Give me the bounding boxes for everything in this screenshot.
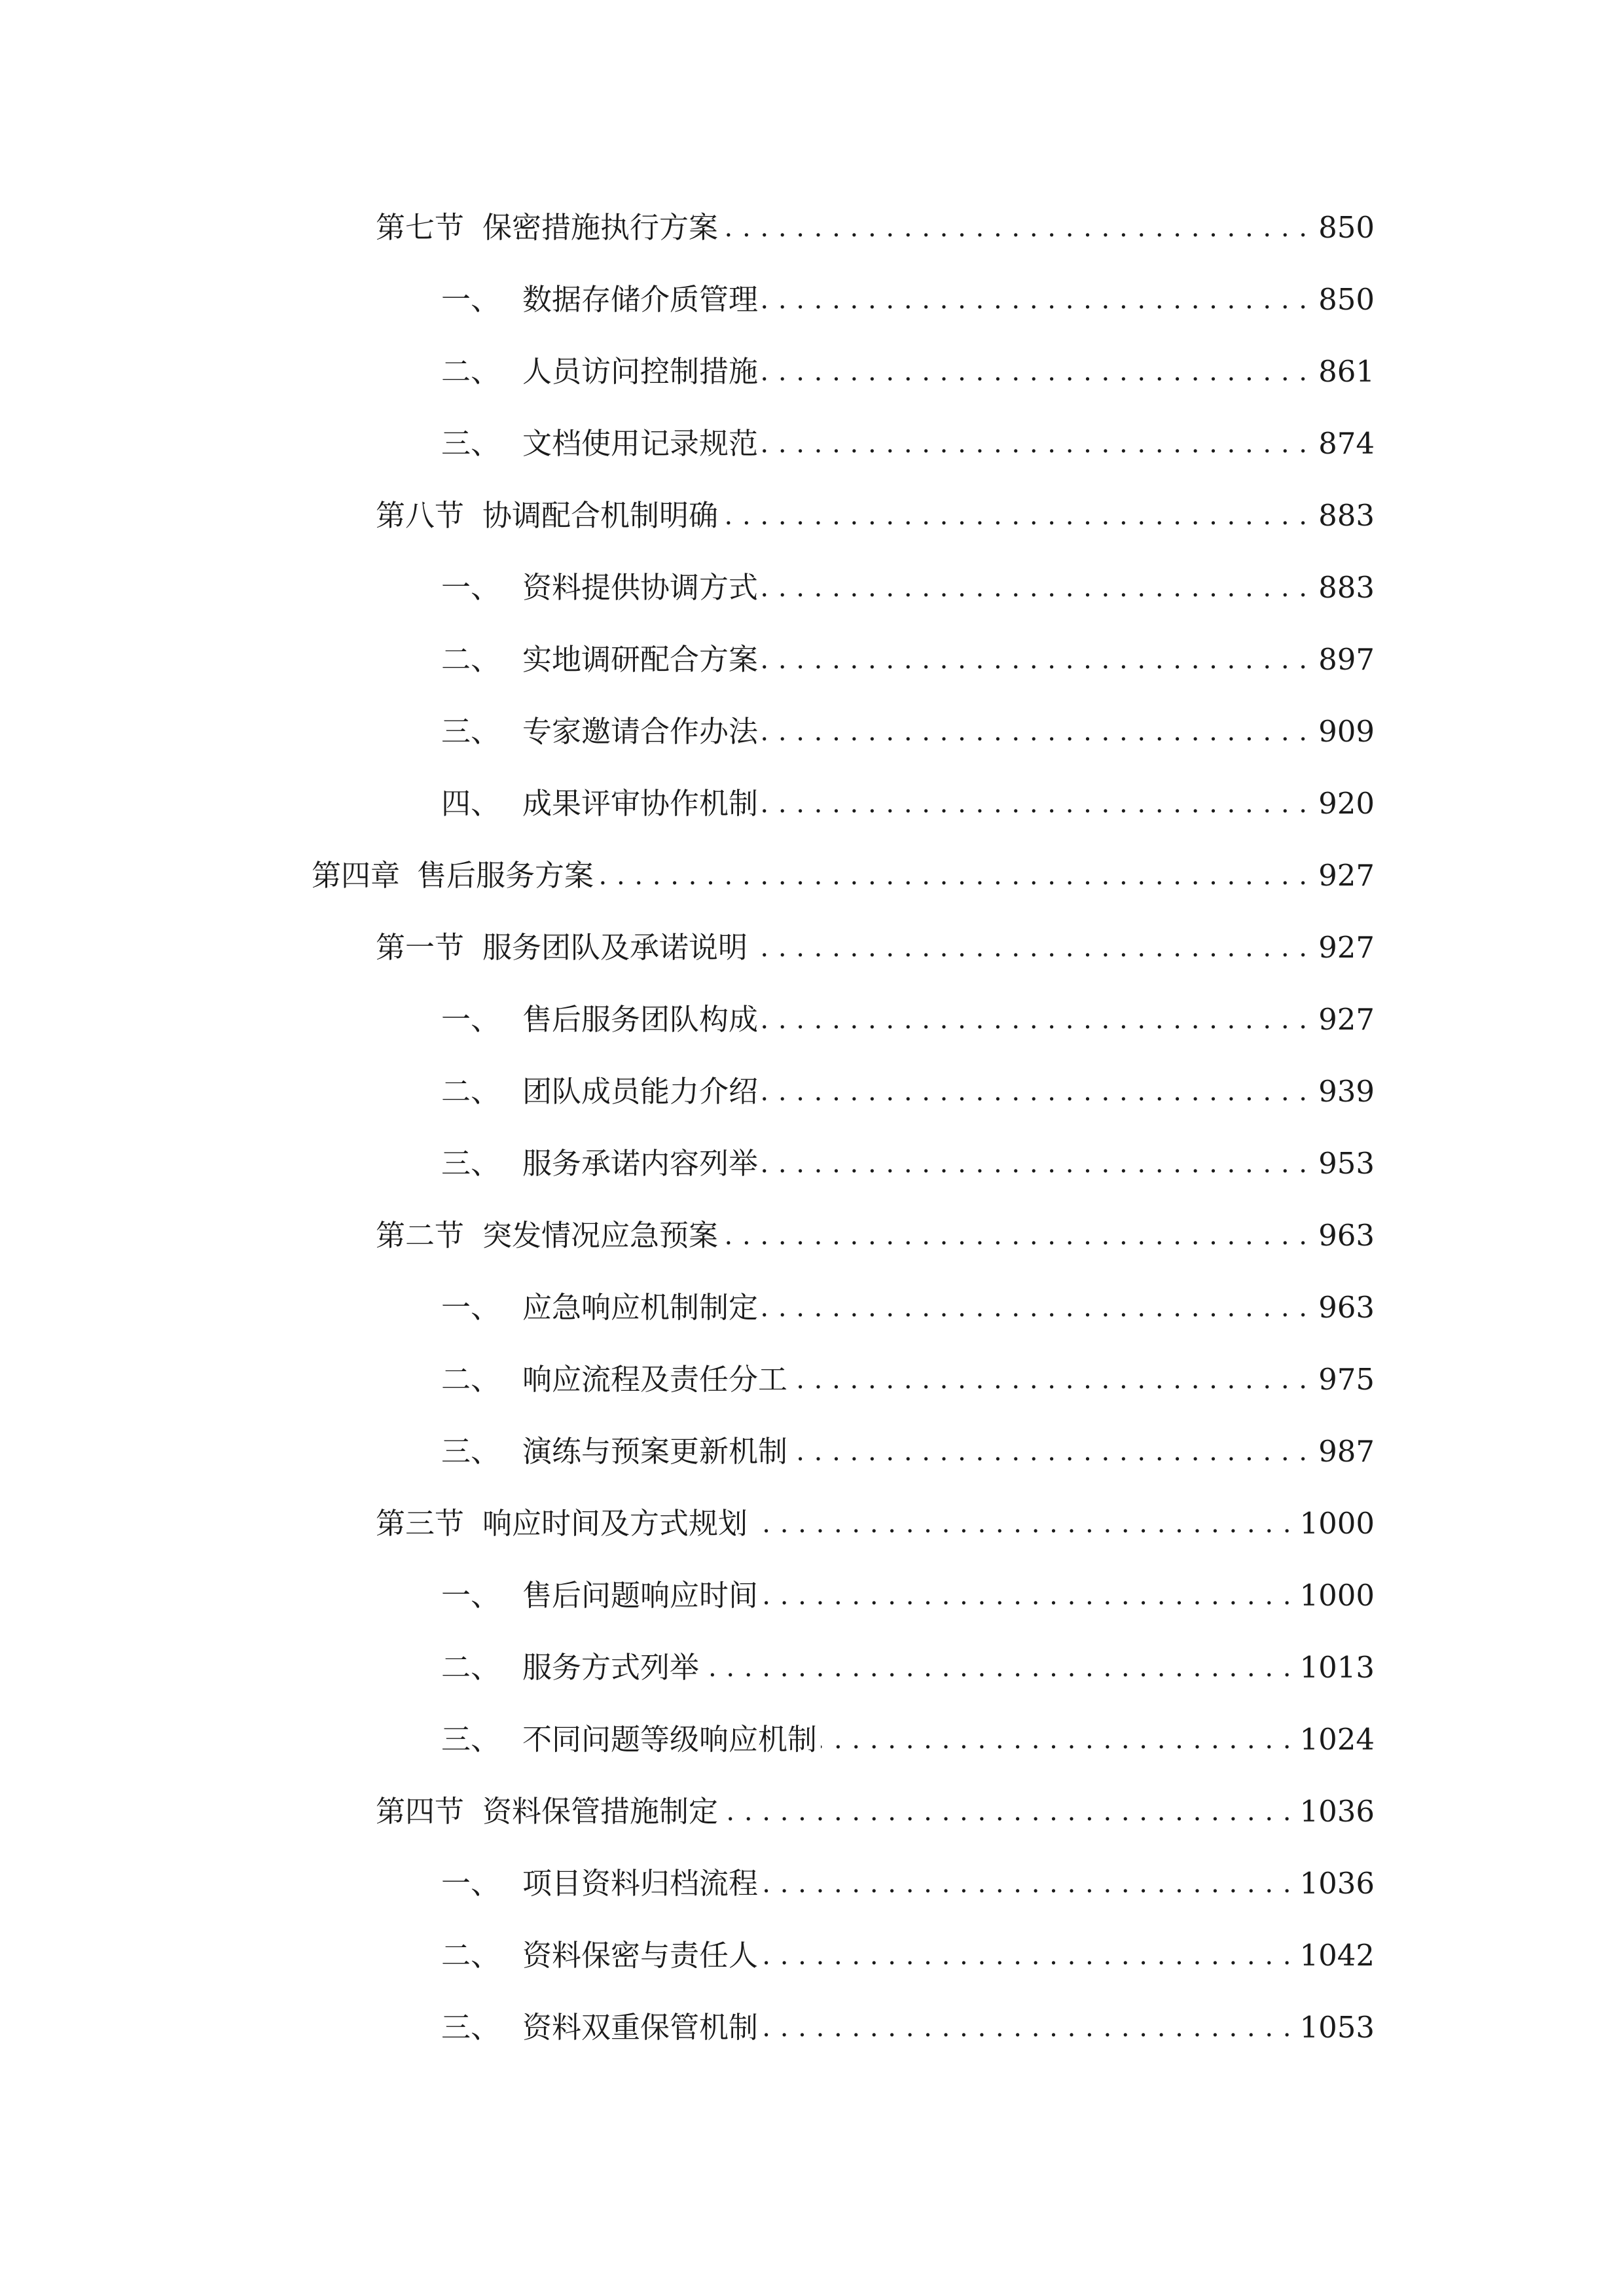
toc-entry-title: 服务团队及承诺说明 bbox=[482, 930, 748, 965]
dot-leader bbox=[751, 922, 1308, 974]
dot-leader bbox=[762, 1929, 1291, 1982]
toc-entry-title: 文档使用记录规范 bbox=[522, 426, 759, 461]
toc-entry-title: 响应时间及方式规划 bbox=[482, 1506, 748, 1541]
toc-entry-page: 1000 bbox=[1299, 1578, 1375, 1613]
toc-entry-number: 二、 bbox=[441, 1938, 501, 1973]
toc-entry-item[interactable] bbox=[441, 1282, 1375, 1334]
dot-leader bbox=[762, 994, 1308, 1046]
toc-entry-title: 团队成员能力介绍 bbox=[522, 1074, 759, 1109]
dot-leader bbox=[762, 778, 1308, 830]
dot-leader bbox=[722, 1210, 1308, 1262]
toc-entry-item[interactable] bbox=[441, 346, 1375, 398]
dot-leader bbox=[762, 418, 1308, 470]
dot-leader bbox=[722, 202, 1308, 254]
toc-entry-number: 一、 bbox=[441, 1866, 501, 1901]
toc-entry-title: 售后服务团队构成 bbox=[522, 1002, 759, 1037]
toc-entry-title: 资料双重保管机制 bbox=[522, 2010, 759, 2045]
dot-leader bbox=[722, 490, 1308, 542]
toc-entry-number: 第一节 bbox=[376, 930, 465, 965]
dot-leader bbox=[762, 1857, 1291, 1910]
toc-entry-title: 响应流程及责任分工 bbox=[522, 1362, 788, 1397]
dot-leader bbox=[791, 1354, 1308, 1406]
toc-entry-item[interactable] bbox=[441, 1713, 1375, 1766]
toc-entry-page: 920 bbox=[1318, 786, 1375, 821]
dot-leader bbox=[762, 346, 1308, 398]
toc-entry-section[interactable] bbox=[376, 922, 1375, 974]
dot-leader bbox=[598, 850, 1308, 902]
toc-entry-section[interactable] bbox=[376, 202, 1375, 254]
toc-entry-number: 三、 bbox=[441, 714, 501, 749]
toc-entry-item[interactable] bbox=[441, 1570, 1375, 1622]
toc-entry-page: 975 bbox=[1318, 1362, 1375, 1397]
toc-entry-number: 二、 bbox=[441, 1074, 501, 1109]
toc-entry-item[interactable] bbox=[441, 274, 1375, 326]
toc-entry-page: 883 bbox=[1318, 570, 1375, 605]
toc-entry-page: 963 bbox=[1318, 1218, 1375, 1253]
toc-entry-item[interactable] bbox=[441, 1426, 1375, 1478]
toc-entry-title: 售后服务方案 bbox=[417, 858, 594, 893]
dot-leader bbox=[762, 274, 1308, 326]
toc-entry-title: 资料提供协调方式 bbox=[522, 570, 759, 605]
toc-entry-chapter[interactable] bbox=[312, 850, 1375, 902]
toc-entry-title: 演练与预案更新机制 bbox=[522, 1434, 788, 1469]
toc-entry-page: 861 bbox=[1318, 354, 1375, 389]
toc-entry-page: 874 bbox=[1318, 426, 1375, 461]
dot-leader bbox=[762, 1138, 1308, 1190]
dot-leader bbox=[762, 2001, 1291, 2054]
toc-entry-page: 850 bbox=[1318, 282, 1375, 317]
toc-entry-title: 资料保密与责任人 bbox=[522, 1938, 759, 1973]
toc-entry-number: 第三节 bbox=[376, 1506, 465, 1541]
toc-entry-title: 数据存储介质管理 bbox=[522, 282, 759, 317]
toc-entry-item[interactable] bbox=[441, 994, 1375, 1046]
toc-entry-number: 一、 bbox=[441, 570, 501, 605]
toc-entry-page: 939 bbox=[1318, 1074, 1375, 1109]
toc-entry-title: 成果评审协作机制 bbox=[522, 786, 759, 821]
dot-leader bbox=[762, 1282, 1308, 1334]
toc-entry-page: 987 bbox=[1318, 1434, 1375, 1469]
toc-entry-title: 突发情况应急预案 bbox=[482, 1218, 719, 1253]
toc-entry-page: 1042 bbox=[1299, 1938, 1375, 1973]
toc-entry-section[interactable] bbox=[376, 1785, 1375, 1838]
toc-entry-number: 一、 bbox=[441, 1290, 501, 1325]
dot-leader bbox=[762, 706, 1308, 758]
toc-entry-number: 二、 bbox=[441, 1362, 501, 1397]
toc-entry-section[interactable] bbox=[376, 1210, 1375, 1262]
toc-entry-number: 三、 bbox=[441, 1722, 501, 1757]
toc-entry-page: 927 bbox=[1318, 930, 1375, 965]
toc-entry-item[interactable] bbox=[441, 1354, 1375, 1406]
toc-entry-page: 927 bbox=[1318, 1002, 1375, 1037]
toc-entry-title: 实地调研配合方案 bbox=[522, 642, 759, 677]
toc-entry-number: 一、 bbox=[441, 282, 501, 317]
toc-entry-title: 应急响应机制制定 bbox=[522, 1290, 759, 1325]
toc-entry-page: 927 bbox=[1318, 858, 1375, 893]
toc-entry-page: 953 bbox=[1318, 1146, 1375, 1181]
toc-entry-title: 保密措施执行方案 bbox=[482, 210, 719, 245]
toc-entry-item[interactable] bbox=[441, 562, 1375, 614]
toc-entry-number: 第八节 bbox=[376, 498, 465, 533]
toc-entry-page: 1000 bbox=[1299, 1506, 1375, 1541]
toc-entry-number: 三、 bbox=[441, 1146, 501, 1181]
toc-entry-number: 第七节 bbox=[376, 210, 465, 245]
toc-entry-title: 专家邀请合作办法 bbox=[522, 714, 759, 749]
toc-entry-item[interactable] bbox=[441, 2001, 1375, 2054]
toc-entry-title: 协调配合机制明确 bbox=[482, 498, 719, 533]
toc-entry-number: 四、 bbox=[441, 786, 501, 821]
toc-entry-number: 一、 bbox=[441, 1002, 501, 1037]
toc-entry-page: 1053 bbox=[1299, 2010, 1375, 2045]
toc-entry-page: 1036 bbox=[1299, 1794, 1375, 1829]
dot-leader bbox=[821, 1713, 1291, 1766]
toc-entry-title: 人员访问控制措施 bbox=[522, 354, 759, 389]
toc-entry-page: 909 bbox=[1318, 714, 1375, 749]
toc-entry-title: 不同问题等级响应机制 bbox=[522, 1722, 818, 1757]
toc-entry-number: 第二节 bbox=[376, 1218, 465, 1253]
toc-entry-section[interactable] bbox=[376, 490, 1375, 542]
dot-leader bbox=[762, 1066, 1308, 1118]
toc-entry-item[interactable] bbox=[441, 634, 1375, 686]
toc-entry-page: 1036 bbox=[1299, 1866, 1375, 1901]
toc-entry-number: 第四节 bbox=[376, 1794, 465, 1829]
toc-entry-number: 第四章 bbox=[312, 858, 401, 893]
toc-entry-page: 883 bbox=[1318, 498, 1375, 533]
toc-entry-section[interactable] bbox=[376, 1498, 1375, 1550]
toc-entry-item[interactable] bbox=[441, 1929, 1375, 1982]
dot-leader bbox=[751, 1498, 1291, 1550]
toc-entry-item[interactable] bbox=[441, 706, 1375, 758]
dot-leader bbox=[703, 1641, 1291, 1694]
toc-entry-item[interactable] bbox=[441, 1857, 1375, 1910]
toc-entry-title: 服务方式列举 bbox=[522, 1650, 700, 1685]
toc-entry-page: 897 bbox=[1318, 642, 1375, 677]
dot-leader bbox=[762, 562, 1308, 614]
dot-leader bbox=[791, 1426, 1308, 1478]
toc-entry-number: 一、 bbox=[441, 1578, 501, 1613]
dot-leader bbox=[762, 1570, 1291, 1622]
toc-entry-title: 服务承诺内容列举 bbox=[522, 1146, 759, 1181]
toc-entry-item[interactable] bbox=[441, 1066, 1375, 1118]
toc-entry-number: 二、 bbox=[441, 354, 501, 389]
toc-entry-number: 二、 bbox=[441, 1650, 501, 1685]
toc-entry-item[interactable] bbox=[441, 1641, 1375, 1694]
toc-entry-page: 850 bbox=[1318, 210, 1375, 245]
toc-entry-number: 三、 bbox=[441, 2010, 501, 2045]
toc-entry-item[interactable] bbox=[441, 1138, 1375, 1190]
toc-entry-number: 三、 bbox=[441, 1434, 501, 1469]
dot-leader bbox=[722, 1785, 1291, 1838]
toc-entry-title: 资料保管措施制定 bbox=[482, 1794, 719, 1829]
toc-entry-title: 项目资料归档流程 bbox=[522, 1866, 759, 1901]
toc-entry-number: 二、 bbox=[441, 642, 501, 677]
toc-entry-number: 三、 bbox=[441, 426, 501, 461]
toc-entry-title: 售后问题响应时间 bbox=[522, 1578, 759, 1613]
toc-entry-page: 963 bbox=[1318, 1290, 1375, 1325]
toc-entry-page: 1024 bbox=[1299, 1722, 1375, 1757]
toc-entry-page: 1013 bbox=[1299, 1650, 1375, 1685]
dot-leader bbox=[762, 634, 1308, 686]
toc-entry-item[interactable] bbox=[441, 778, 1375, 830]
toc-entry-item[interactable] bbox=[441, 418, 1375, 470]
